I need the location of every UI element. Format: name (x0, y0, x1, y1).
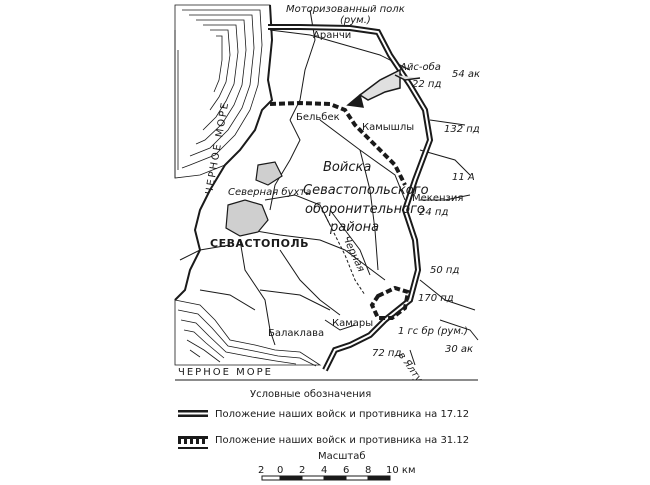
unit-132pd: 132 пд (444, 124, 480, 135)
scale-tick-6: 10 км (386, 465, 416, 476)
river-label: Черная (340, 234, 367, 274)
unit-72pd: 72 пд (372, 348, 402, 359)
scale-tick-3: 4 (321, 465, 328, 476)
unit-motor-regiment-1: Моторизованный полк (286, 4, 405, 15)
sea-label-south: ЧЕРНОЕ МОРЕ (178, 367, 273, 378)
army-label-line-3: оборонительного (305, 202, 425, 217)
scale-tick-0: 2 (258, 465, 265, 476)
unit-24pd: 24 пд (419, 207, 449, 218)
scale-tick-5: 8 (365, 465, 372, 476)
settlement-kamyshly: Камышлы (362, 122, 415, 133)
legend-symbol-1712 (178, 410, 208, 417)
unit-170pd: 170 пд (418, 293, 454, 304)
road-yalta-label: в Ялту (395, 350, 425, 385)
black-sea-hatching-north (175, 5, 272, 178)
unit-1gsbr: 1 гс бр (рум.) (398, 326, 468, 337)
bay-label: Северная бухта (228, 187, 312, 198)
settlement-belbek: Бельбек (296, 112, 340, 123)
scale-title: Масштаб (318, 451, 366, 462)
settlement-aranchi: Аранчи (313, 30, 352, 41)
settlement-kamary: Камары (332, 318, 374, 329)
settlement-mekenzia: Мекензия (412, 193, 464, 204)
army-label-line-2: Севастопольского (303, 183, 429, 198)
unit-22pd: 22 пд (412, 79, 442, 90)
unit-30ak: 30 ак (445, 344, 474, 355)
city-label: СЕВАСТОПОЛЬ (210, 237, 309, 250)
unit-11a: 11 А (452, 172, 475, 183)
settlement-balaklava: Балаклава (268, 328, 325, 339)
settlement-aisoba: Айс-оба (400, 62, 441, 73)
unit-motor-regiment-2: (рум.) (340, 15, 371, 26)
legend-title: Условные обозначения (250, 389, 372, 400)
army-label-line-1: Войска (323, 160, 372, 175)
scale-tick-4: 6 (343, 465, 350, 476)
scale-tick-1: 0 (277, 465, 284, 476)
scale-tick-2: 2 (299, 465, 306, 476)
army-label-line-4: района (330, 220, 380, 235)
legend-item-3112: Положение наших войск и противника на 31.12 (215, 435, 470, 446)
legend-item-1712: Положение наших войск и противника на 17.12 (215, 409, 470, 420)
sea-label-north: ЧЕРНОЕ МОРЕ (204, 100, 232, 196)
legend-symbol-3112 (178, 436, 208, 449)
unit-54ak: 54 ак (452, 69, 481, 80)
unit-50pd: 50 пд (430, 265, 460, 276)
scale-bar (262, 476, 390, 480)
